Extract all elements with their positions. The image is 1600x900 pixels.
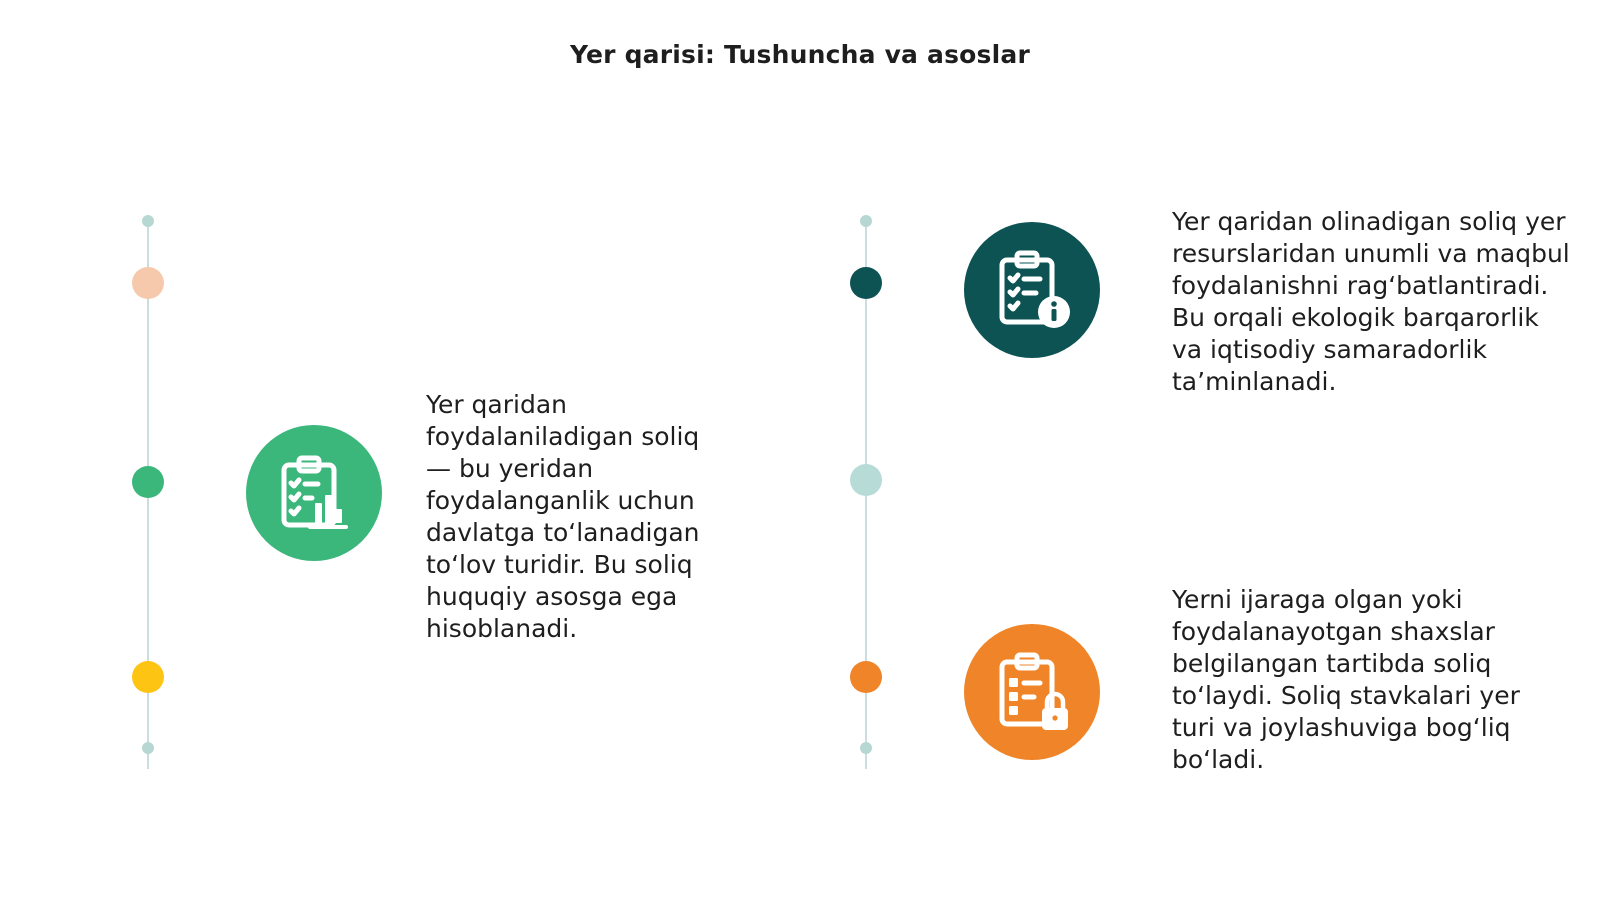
timeline-dot-green [132,466,164,498]
timeline-dot-yellow [132,661,164,693]
timeline-start-dot [860,215,872,227]
timeline-left [128,215,168,775]
timeline-end-dot [860,742,872,754]
item-text-1: Yer qaridan foydalaniladigan soliq — bu yeridan foydalanganlik uchun davlatga to‘lanadigan to‘lov turidir. Bu soliq huquqiy asosga ega hisoblanadi. [426,390,700,643]
item-text-3: Yerni ijaraga olgan yoki foydalanayotgan shaxslar belgilangan tartibda soliq to‘laydi. Soliq stavkalari yer turi va joylashuviga bog‘liq bo‘ladi. [1172,585,1520,774]
timeline-right [846,215,886,775]
clipboard-lock-icon [964,624,1100,760]
timeline-dot-peach [132,267,164,299]
page-title: Yer qarisi: Tushuncha va asoslar [569,40,1031,69]
item-text-2: Yer qaridan olinadigan soliq yer resurslaridan unumli va maqbul foydalanishni rag‘batlantiradi. Bu orqali ekologik barqarorlik va iqtisodiy samaradorlik ta’minlanadi. [1172,207,1570,396]
timeline-dot-light-teal [850,464,882,496]
timeline-start-dot [142,215,154,227]
clipboard-info-icon [964,222,1100,358]
timeline-end-dot [142,742,154,754]
timeline-dot-dark-teal [850,267,882,299]
timeline-dot-orange [850,661,882,693]
clipboard-chart-icon [246,425,382,561]
